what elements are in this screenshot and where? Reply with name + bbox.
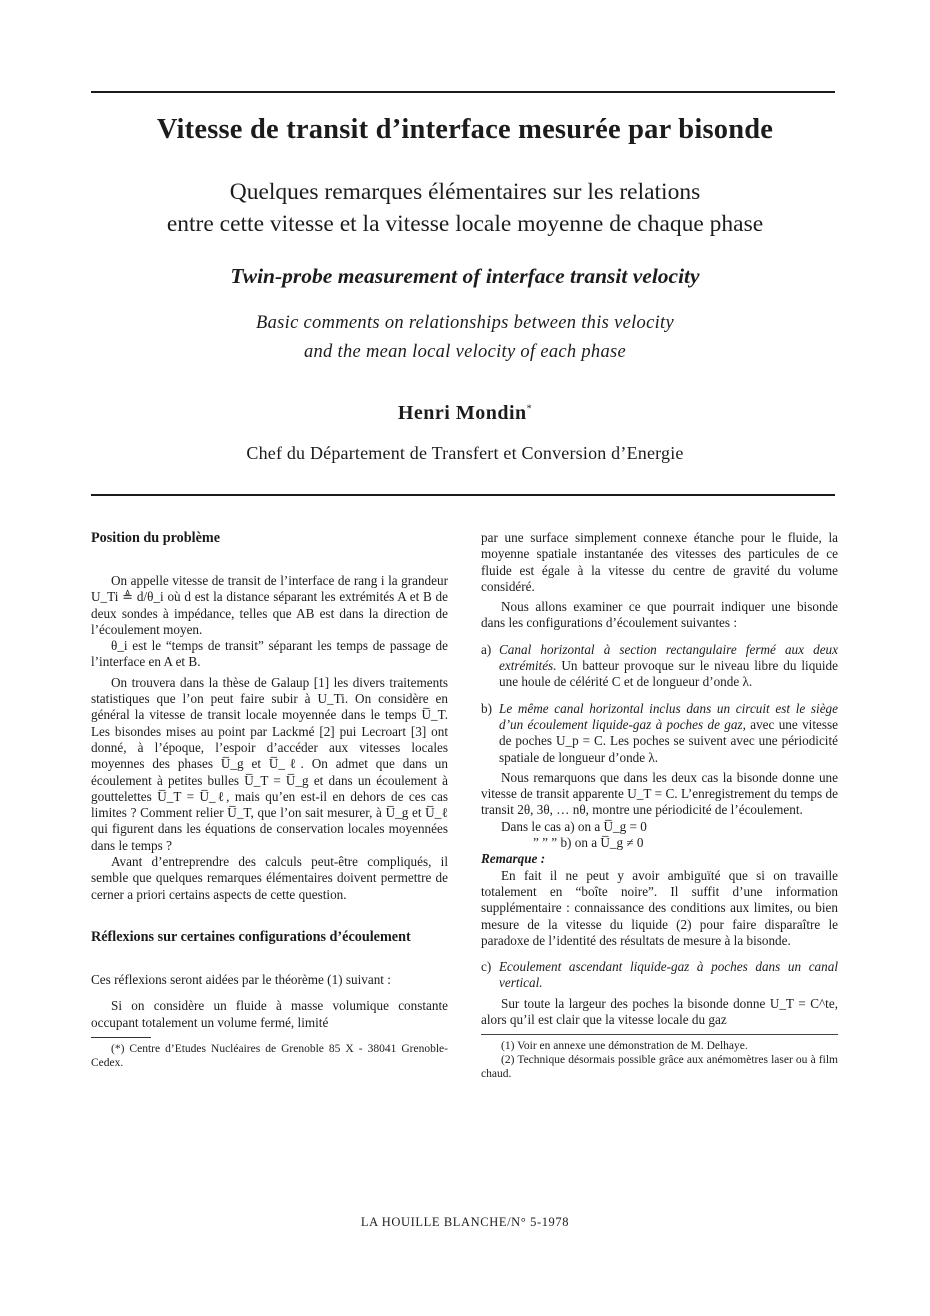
paragraph: θ_i est le “temps de transit” séparant les temps de passage de l’interface en A et B. — [91, 638, 448, 670]
footnote-rule — [91, 1037, 151, 1038]
paragraph: En fait il ne peut y avoir ambiguïté que si on travaille totalement en “boîte noire”. Il suffit d’une information supplémentaire : connaissance des conditions aux limites, ou bien mesure de la vitesse du liquide (2) pour faire disparaître le paradoxe de l’identité des résultats de mesure à la bisonde. — [481, 867, 838, 948]
author-block — [0, 402, 930, 425]
list-italic-text: Canal horizontal à section rectangulaire fermé aux deux extrémités. — [499, 641, 838, 674]
cases-block — [481, 819, 838, 852]
paragraph: Avant d’entreprendre des calculs peut-être compliqués, il semble que quelques remarques élémentaires doivent permettre de cerner a priori certains aspects de cette question. — [91, 854, 448, 902]
paragraph: On trouvera dans la thèse de Galaup [1] les divers traitements statistiques que l’on peut faire subir à U_Ti. On considère en général la vitesse de transit locale moyennée dans le temps U̅_T. Les bisondes mises au point par Lackmé [2] pui Lecroart [3] ont donné, à l’époque, l’espoir d’accéder aux vitesses locales moyennes des phases U̅_g et U̅_ℓ. On admet que dans un écoulement à petites bulles U̅_T = U̅_g et dans un écoulement à gouttelettes U̅_T = U̅_ℓ, mais qu’en est-il en dehors de ces cas limites ? Comment relier U̅_T, que l’on sait mesurer, à U̅_g et U̅_ℓ qui figurent dans les équations de conservation locales moyennées dans le temps ? — [91, 674, 448, 853]
author-name: Henri Mondin — [397, 402, 527, 424]
paragraph: Nous allons examiner ce que pourrait indiquer une bisonde dans les configurations d’écoulement suivantes : — [481, 599, 838, 631]
english-subtitle-line-1: Basic comments on relationships between this velocity — [255, 313, 675, 333]
list-italic-text: Le même canal horizontal inclus dans un circuit est le siège d’un écoulement liquide-gaz à poches de gaz, — [499, 700, 838, 732]
top-rule — [91, 91, 835, 93]
remark-label: Remarque : — [481, 851, 546, 867]
list-text: avec une vitesse de poches U_p = C. Les poches se suivent avec une périodicité spatiale de longueur d’onde λ. — [499, 716, 838, 765]
list-item-a — [481, 642, 838, 691]
list-text: Un batteur provoque sur le niveau libre du liquide une houle de célérité C et de longueur d’onde λ. — [499, 658, 838, 690]
paragraph: Sur toute la largeur des poches la bisonde donne U_T = C^te, alors qu’il est clair que la vitesse locale du gaz — [481, 995, 838, 1028]
right-column — [481, 530, 838, 1081]
author-affiliation: Chef du Département de Transfert et Conversion d’Energie — [246, 443, 684, 463]
paper-subtitle — [0, 176, 930, 240]
paragraph: Ces réflexions seront aidées par le théorème (1) suivant : — [91, 971, 391, 987]
paragraph: On appelle vitesse de transit de l’interface de rang i la grandeur U_Ti ≜ d/θ_i où d est la distance séparant les extrémités A et B de deux sondes à impédance, telles que AB est dans la direction de l’écoulement moyen. — [91, 573, 448, 637]
subtitle-line-2: entre cette vitesse et la vitesse locale moyenne de chaque phase — [166, 211, 764, 237]
left-column — [91, 530, 448, 1070]
footnote-rule — [481, 1034, 838, 1035]
paper-title: Vitesse de transit d’interface mesurée par bisonde — [156, 114, 774, 145]
footnote-2: (2) Technique désormais possible grâce aux anémomètres laser ou à film chaud. — [481, 1054, 838, 1081]
footnote-1: (1) Voir en annexe une démonstration de M. Delhaye. — [501, 1040, 748, 1053]
paragraph: par une surface simplement connexe étanche pour le fluide, la moyenne spatiale instantanée des vitesses des particules de ce fluide est égale à la vitesse du centre de gravité du volume considéré. — [481, 530, 838, 594]
list-label: a) — [481, 641, 492, 657]
paragraph: Si on considère un fluide à masse volumique constante occupant totalement un volume fermé, limité — [91, 998, 448, 1030]
list-item-b — [481, 701, 838, 766]
section-heading-reflexions: Réflexions sur certaines configurations d’écoulement — [91, 928, 411, 945]
list-label: c) — [481, 959, 492, 975]
case-a: Dans le cas a) on a U̅_g = 0 — [501, 818, 647, 834]
journal-footer: LA HOUILLE BLANCHE/N° 5-1978 — [360, 1215, 570, 1229]
list-label: b) — [481, 700, 492, 716]
list-item-c — [481, 959, 838, 992]
paragraph: Nous remarquons que dans les deux cas la bisonde donne une vitesse de transit apparente U_T = C. L’enregistrement du temps de transit 2θ, 3θ, … nθ, montre une périodicité de l’écoulement. — [481, 769, 838, 818]
header-bottom-rule — [91, 494, 835, 496]
english-subtitle-line-2: and the mean local velocity of each phase — [303, 342, 627, 362]
footnote-affiliation: (*) Centre d’Etudes Nucléaires de Grenoble 85 X - 38041 Grenoble-Cedex. — [91, 1042, 448, 1069]
section-heading-position: Position du problème — [91, 530, 221, 546]
english-subtitle — [0, 309, 930, 367]
case-b: ” ” ” b) on a U̅_g ≠ 0 — [533, 835, 644, 851]
list-italic-text: Ecoulement ascendant liquide-gaz à poches dans un canal vertical. — [499, 959, 838, 991]
english-title: Twin-probe measurement of interface transit velocity — [230, 264, 700, 288]
subtitle-line-1: Quelques remarques élémentaires sur les relations — [229, 179, 701, 205]
author-footnote-mark: * — [526, 403, 533, 415]
